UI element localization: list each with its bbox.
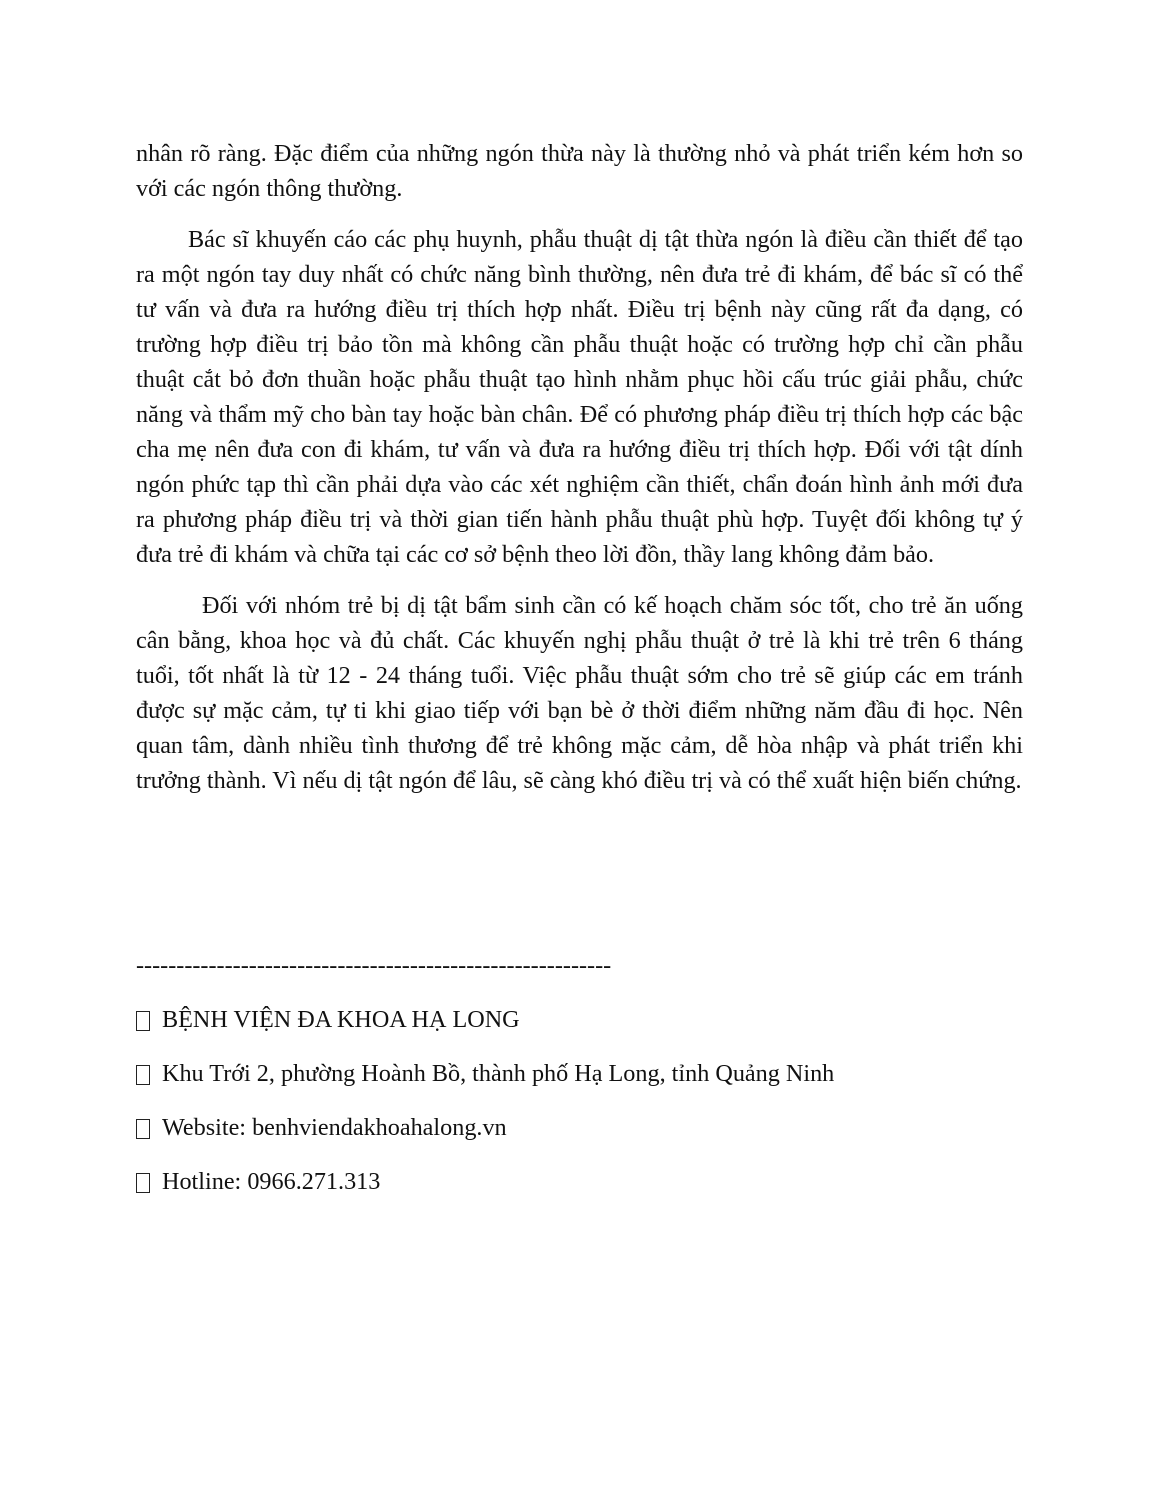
hotline-line [136, 1164, 1023, 1199]
document-body [136, 136, 1023, 798]
paragraph-intro: nhân rõ ràng. Đặc điểm của những ngón thừa này là thường nhỏ và phát triển kém hơn so với các ngón thông thường. [136, 140, 1023, 202]
contact-footer [136, 948, 1023, 1199]
website-line [136, 1110, 1023, 1145]
paragraph-care-plan: Đối với nhóm trẻ bị dị tật bẩm sinh cần có kế hoạch chăm sóc tốt, cho trẻ ăn uống cân bằng, khoa học và đủ chất. Các khuyến nghị phẫu thuật ở trẻ là khi trẻ trên 6 tháng tuổi, tốt nhất là từ 12 - 24 tháng tuổi. Việc phẫu thuật sớm cho trẻ sẽ giúp các em tránh được sự mặc cảm, tự ti khi giao tiếp với bạn bè ở thời điểm những năm đầu đi học. Nên quan tâm, dành nhiều tình thương để trẻ không mặc cảm, dễ hòa nhập và phát triển khi trưởng thành. Vì nếu dị tật ngón để lâu, sẽ càng khó điều trị và có thể xuất hiện biến chứng. [136, 592, 1023, 794]
address-line [136, 1056, 1023, 1091]
hospital-website: Website: benhviendakhoahalong.vn [162, 1114, 507, 1141]
hospital-hotline: Hotline: 0966.271.313 [162, 1168, 381, 1195]
website-bullet-icon [136, 1119, 150, 1139]
hospital-address: Khu Trới 2, phường Hoành Bồ, thành phố Hạ Long, tỉnh Quảng Ninh [162, 1060, 835, 1087]
paragraph-doctor-advice: Bác sĩ khuyến cáo các phụ huynh, phẫu thuật dị tật thừa ngón là điều cần thiết để tạo ra một ngón tay duy nhất có chức năng bình thường, nên đưa trẻ đi khám, để bác sĩ có thể tư vấn và đưa ra hướng điều trị thích hợp nhất. Điều trị bệnh này cũng rất đa dạng, có trường hợp điều trị bảo tồn mà không cần phẫu thuật hoặc có trường hợp chỉ cần phẫu thuật cắt bỏ đơn thuần hoặc phẫu thuật tạo hình nhằm phục hồi cấu trúc giải phẫu, chức năng và thẩm mỹ cho bàn tay hoặc bàn chân. Để có phương pháp điều trị thích hợp các bậc cha mẹ nên đưa con đi khám, tư vấn và đưa ra hướng điều trị thích hợp. Đối với tật dính ngón phức tạp thì cần phải dựa vào các xét nghiệm cần thiết, chẩn đoán hình ảnh mới đưa ra phương pháp điều trị và thời gian tiến hành phẫu thuật phù hợp. Tuyệt đối không tự ý đưa trẻ đi khám và chữa tại các cơ sở bệnh theo lời đồn, thầy lang không đảm bảo. [136, 226, 1023, 568]
address-bullet-icon [136, 1065, 150, 1085]
hotline-bullet-icon [136, 1173, 150, 1193]
hospital-name: BỆNH VIỆN ĐA KHOA HẠ LONG [162, 1006, 520, 1033]
hospital-name-line [136, 1002, 1023, 1037]
hospital-bullet-icon [136, 1011, 150, 1031]
footer-divider: ----------------------------------------------------------- [136, 952, 612, 979]
